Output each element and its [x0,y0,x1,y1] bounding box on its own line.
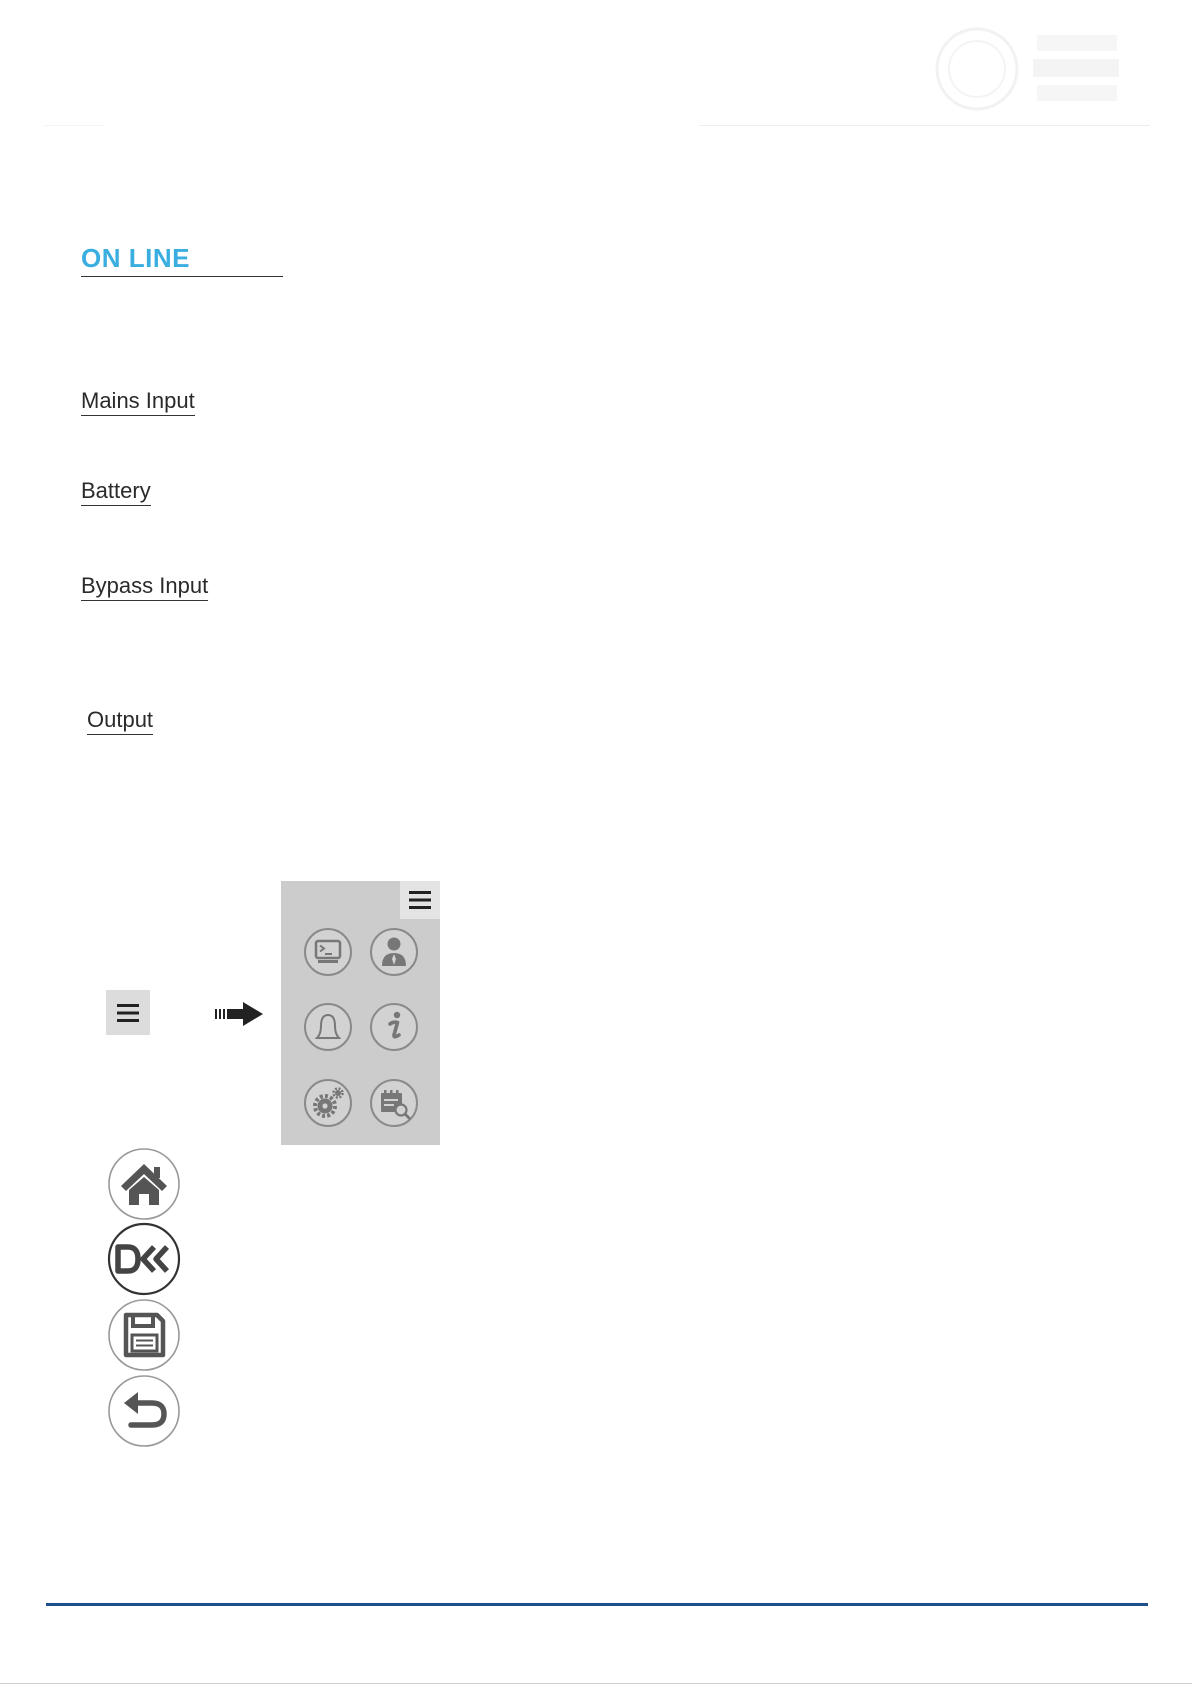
hamburger-icon [408,889,432,911]
mains-input-label: Mains Input [81,389,195,416]
header-rule [699,125,1150,126]
save-button[interactable] [107,1298,181,1377]
back-button[interactable] [107,1374,181,1453]
save-icon [107,1298,181,1372]
exit-button[interactable] [107,1222,181,1301]
bell-icon [303,1002,353,1052]
info-icon [369,1002,419,1052]
terminal-icon [303,927,353,977]
section-heading: ON LINE [81,243,283,277]
menu-item-terminal[interactable] [303,927,353,982]
menu-item-info[interactable] [369,1002,419,1057]
user-icon [369,927,419,977]
footer-rule [46,1603,1148,1606]
menu-button[interactable] [106,990,150,1035]
home-button[interactable] [107,1147,181,1226]
bypass-input-label: Bypass Input [81,574,208,601]
menu-panel-toggle[interactable] [400,881,440,919]
page-edge-rule [0,1683,1192,1684]
gears-icon [303,1078,353,1128]
arrow-right-icon [215,1000,263,1028]
menu-item-alarms[interactable] [303,1002,353,1057]
header-rule-left [44,125,104,126]
brand-logo [925,21,1135,116]
calendar-search-icon [369,1078,419,1128]
exit-icon [107,1222,181,1296]
hamburger-icon [116,1002,140,1024]
output-label: Output [87,708,153,735]
back-icon [107,1374,181,1448]
menu-item-user[interactable] [369,927,419,982]
battery-label: Battery [81,479,151,506]
menu-item-settings[interactable] [303,1078,353,1133]
menu-item-event-log[interactable] [369,1078,419,1133]
home-icon [107,1147,181,1221]
